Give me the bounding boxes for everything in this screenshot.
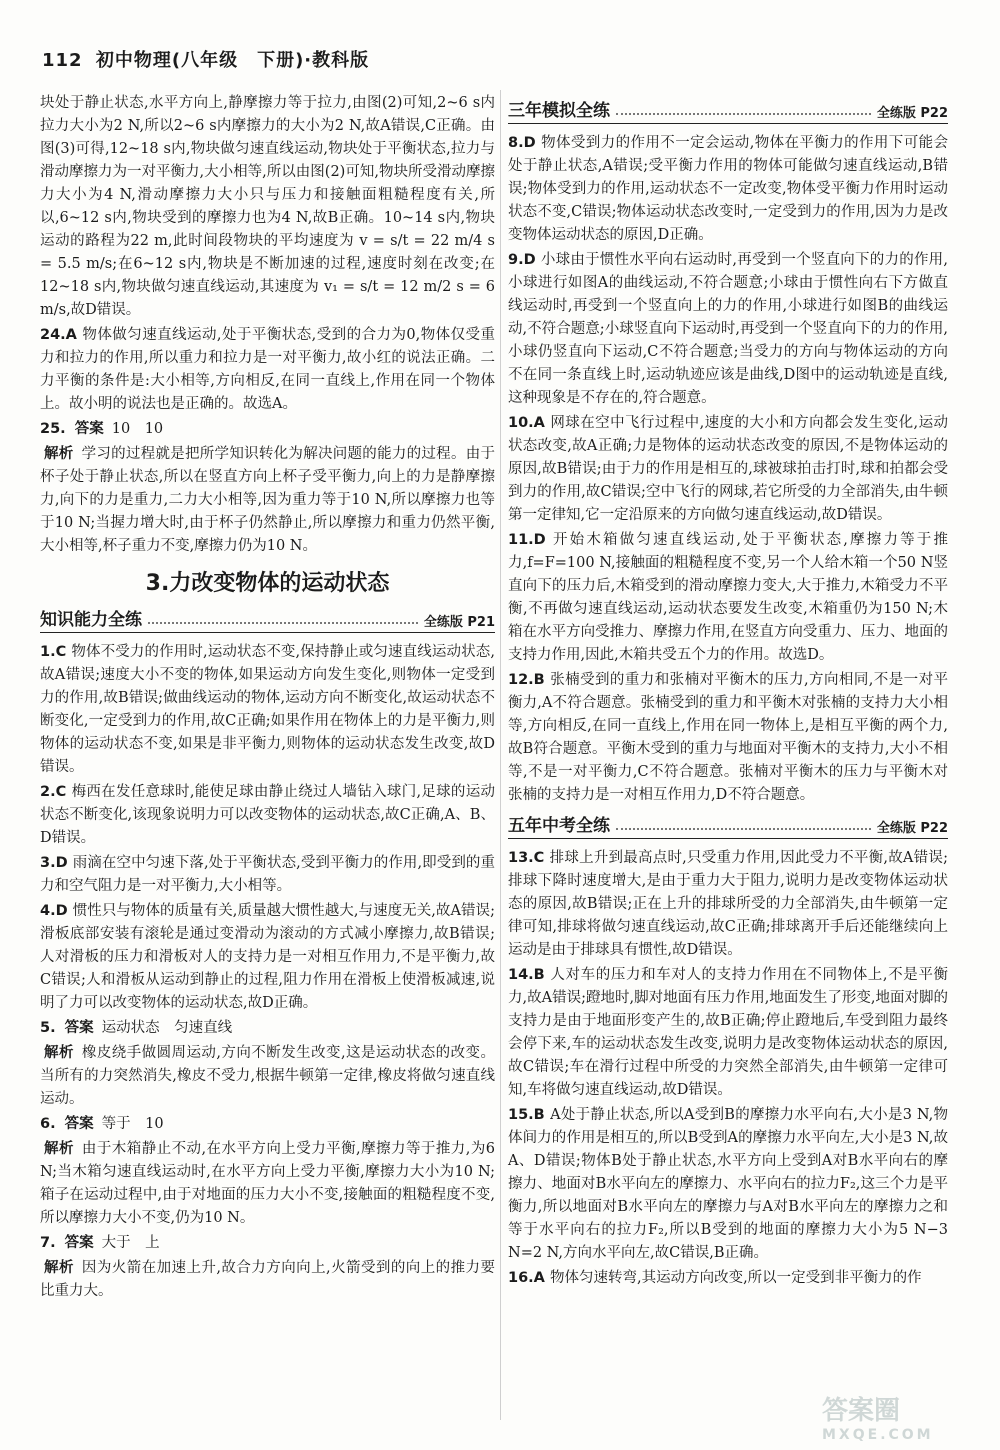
answer-tag: 答案 <box>64 1020 94 1036</box>
band-leader <box>616 113 871 115</box>
band-page: 全练版 P22 <box>876 821 948 836</box>
answer-paragraph <box>40 641 495 779</box>
answer-paragraph <box>40 1232 495 1255</box>
answer-paragraph <box>40 92 495 322</box>
question-number: 4.D <box>40 903 73 919</box>
question-number: 6. <box>40 1116 61 1132</box>
answer-tag: 解析 <box>44 1141 74 1157</box>
answer-text: A处于静止状态,所以A受到B的摩擦力水平向右,大小是3 N,物体间力的作用是相互的,所以B受到A的摩擦力水平向左,大小是3 N,故A、D错误;物体B处于静止状态,水平方向上受到A对B水平向右的摩擦力、地面对B水平向左的摩擦力、水平向右的拉力F₂,这三个力是平衡力,所以地面对B水平向左的摩擦力与A对B水平向左的摩擦力之和等于水平向右的拉力F₂,所以B受到的地面的摩擦力大小为5 N−3 N=2 N,方向水平向左,故C错误,B正确。 <box>508 1107 948 1261</box>
answer-text: 学习的过程就是把所学知识转化为解决问题的能力的过程。由于杯子处于静止状态,所以在竖直方向上杯子受平衡力,向上的力是静摩擦力,向下的力是重力,二力大小相等,因为重力等于10 N,所以摩擦力也等于10 N;当握力增大时,由于杯子仍然静止,所以摩擦力和重力仍然平衡,大小相等,杯子重力不变,摩擦力仍为10 N。 <box>40 446 496 554</box>
answer-text: 等于 10 <box>101 1116 164 1132</box>
question-number: 15.B <box>508 1107 551 1123</box>
answer-paragraph <box>508 964 948 1102</box>
answer-paragraph <box>40 418 495 441</box>
column-divider <box>500 90 501 1420</box>
band-leader <box>148 622 418 624</box>
answer-text: 物体做匀速直线运动,处于平衡状态,受到的合力为0,物体仅受重力和拉力的作用,所以重力和拉力是一对平衡力,故小红的说法正确。二力平衡的条件是:大小相等,方向相反,在同一直线上,作用在同一个物体上。故小明的说法也是正确的。故选A。 <box>40 327 495 412</box>
left-top-answers <box>40 92 495 558</box>
answer-text: 运动状态 匀速直线 <box>101 1020 233 1036</box>
answer-tag: 答案 <box>64 1235 94 1251</box>
answer-text: 10 10 <box>111 421 164 437</box>
band-title: 三年模拟全练 <box>508 101 610 121</box>
answer-text: 排球上升到最高点时,只受重力作用,因此受力不平衡,故A错误;排球下降时速度增大,是由于重力大于阻力,说明力是改变物体运动状态的原因,故B错误;正在上升的排球所受的力全部消失,由牛顿第一定律可知,排球将做匀速直线运动,故C正确;排球离开手后还能继续向上运动是由于排球具有惯性,故D错误。 <box>508 850 948 958</box>
page-number: 112 <box>42 50 83 71</box>
answer-paragraph <box>40 324 495 416</box>
question-number: 14.B <box>508 967 551 983</box>
answer-tag: 解析 <box>44 446 74 462</box>
answer-text: 橡皮绕手做圆周运动,方向不断发生改变,这是运动状态的改变。当所有的力突然消失,橡皮不受力,根据牛顿第一定律,橡皮将做匀速直线运动。 <box>40 1045 496 1107</box>
answer-paragraph <box>40 781 495 850</box>
right-column <box>508 92 948 1292</box>
answer-text: 大于 上 <box>101 1235 160 1251</box>
question-number: 9.D <box>508 252 541 268</box>
answer-text: 物体受到力的作用不一定会运动,物体在平衡力的作用下可能会处于静止状态,A错误;受平衡力作用的物体可能做匀速直线运动,B错误;物体受到力的作用,运动状态不一定改变,物体受平衡力作用时运动状态不变,C错误;物体运动状态改变时,一定受到力的作用,因为力是改变物体运动状态的原因,D正确。 <box>508 135 949 243</box>
answer-paragraph <box>40 852 495 898</box>
answer-paragraph <box>508 249 948 410</box>
band-three-year <box>508 96 948 124</box>
answer-paragraph <box>508 1267 948 1290</box>
answer-text: 块处于静止状态,水平方向上,静摩擦力等于拉力,由图(2)可知,2~6 s内拉力大小为2 N,所以2~6 s内摩擦力的大小为2 N,故A错误,C正确。由图(3)可得,12~18 s内,物块做匀速直线运动,物块处于平衡状态,拉力与滑动摩擦力为一对平衡力,大小相等,所以由图(2)可知,物块所受滑动摩擦力大小为4 N,滑动摩擦力大小只与压力和接触面粗糙程度有关,所以,6~12 s内,物块受到的摩擦力也为4 N,故B正确。10~14 s内,物块运动的路程为22 m,此时间段物块的平均速度为 v = s/t = 22 m/4 s = 5.5 m/s;在6~12 s内,物块是不断加速的过程,速度时刻在改变;在12~18 s内,物块做匀速直线运动,其速度为 v₁ = s/t = 12 m/2 s = 6 m/s,故D错误。 <box>40 95 495 318</box>
question-number: 12.B <box>508 672 551 688</box>
watermark-logo: 答案圈 MXQE.COM <box>822 1396 934 1443</box>
question-number: 2.C <box>40 784 72 800</box>
question-number: 3.D <box>40 855 73 871</box>
answer-paragraph <box>40 1138 495 1230</box>
band-leader <box>616 828 871 830</box>
answer-tag: 解析 <box>44 1260 74 1276</box>
answer-text: 梅西在发任意球时,能使足球由静止绕过人墙钻入球门,足球的运动状态不断变化,该现象说明力可以改变物体的运动状态,故C正确,A、B、D错误。 <box>40 784 495 846</box>
question-number: 16.A <box>508 1270 550 1286</box>
question-number: 11.D <box>508 532 553 548</box>
section-title: 3.力改变物体的运动状态 <box>145 571 390 596</box>
answer-tag: 答案 <box>74 421 104 437</box>
question-number: 1.C <box>40 644 72 660</box>
band-five-year <box>508 811 948 839</box>
answer-text: 惯性只与物体的质量有关,质量越大惯性越大,与速度无关,故A错误;滑板底部安装有滚轮是通过变滑动为滚动的方式减小摩擦力,故B错误;人对滑板的压力和滑板对人的支持力是一对相互作用力,不是平衡力,故C错误;人和滑板从运动到静止的过程,阻力作用在滑板上使滑板减速,说明了力可以改变物体的运动状态,故D正确。 <box>40 903 495 1011</box>
answer-tag: 解析 <box>44 1045 74 1061</box>
question-number: 7. <box>40 1235 61 1251</box>
question-number: 25. <box>40 421 71 437</box>
question-number: 10.A <box>508 415 551 431</box>
question-number: 5. <box>40 1020 61 1036</box>
answer-text: 网球在空中飞行过程中,速度的大小和方向都会发生变化,运动状态改变,故A正确;力是物体的运动状态改变的原因,不是物体运动的原因,故B错误;由于力的作用是相互的,球被球拍击打时,球和拍都会受到力的作用,故C错误;空中飞行的网球,若它所受的力全部消失,由牛顿第一定律知,它一定沿原来的方向做匀速直线运动,故D错误。 <box>508 415 948 523</box>
answer-tag: 答案 <box>64 1116 94 1132</box>
answer-paragraph <box>508 529 948 667</box>
answer-text: 人对车的压力和车对人的支持力作用在不同物体上,不是平衡力,故A错误;蹬地时,脚对地面有压力作用,地面发生了形变,地面对脚的支持力是由于地面形变产生的,故B正确;停止蹬地后,车受到阻力最终会停下来,车的运动状态发生改变,说明力是改变物体运动状态的原因,故C错误;车在滑行过程中所受的力突然全部消失,由牛顿第一定律可知,车将做匀速直线运动,故D错误。 <box>508 967 948 1098</box>
answer-text: 由于木箱静止不动,在水平方向上受力平衡,摩擦力等于推力,为6 N;当木箱匀速直线运动时,在水平方向上受力平衡,摩擦力大小为10 N;箱子在运动过程中,由于对地面的压力大小不变,接触面的粗糙程度不变,所以摩擦力大小不变,仍为10 N。 <box>40 1141 495 1226</box>
answer-paragraph <box>508 1104 948 1265</box>
answer-paragraph <box>40 1113 495 1136</box>
answer-text: 物体匀速转弯,其运动方向改变,所以一定受到非平衡力的作 <box>549 1270 922 1286</box>
answer-paragraph <box>40 443 495 558</box>
band-title: 五年中考全练 <box>508 816 610 836</box>
left-column <box>40 92 495 1305</box>
answer-paragraph <box>508 669 948 807</box>
band-knowledge <box>40 605 495 633</box>
answer-text: 因为火箭在加速上升,故合力方向向上,火箭受到的向上的推力要比重力大。 <box>40 1260 496 1299</box>
answer-text: 开始木箱做匀速直线运动,处于平衡状态,摩擦力等于推力,f=F=100 N,接触面的粗糙程度不变,另一个人给木箱一个50 N竖直向下的压力后,木箱受到的滑动摩擦力变大,大于推力,木箱受力不平衡,不再做匀速直线运动,运动状态要发生改变,木箱重仍为150 N;木箱在水平方向受推力、摩擦力作用,在竖直方向受重力、压力、地面的支持力作用,因此,木箱共受五个力的作用。故选D。 <box>508 532 948 663</box>
band-page: 全练版 P21 <box>423 615 495 630</box>
right-answers-2 <box>508 847 948 1290</box>
answer-paragraph <box>40 1042 495 1111</box>
book-title: 初中物理(八年级 下册)·教科版 <box>95 50 370 71</box>
answer-paragraph <box>508 847 948 962</box>
page-header <box>42 46 369 72</box>
question-number: 13.C <box>508 850 550 866</box>
band-title: 知识能力全练 <box>40 610 142 630</box>
answer-text: 雨滴在空中匀速下落,处于平衡状态,受到平衡力的作用,即受到的重力和空气阻力是一对平衡力,大小相等。 <box>40 855 495 894</box>
answer-paragraph <box>40 900 495 1015</box>
left-answers <box>40 641 495 1303</box>
answer-paragraph <box>508 132 948 247</box>
answer-text: 小球由于惯性水平向右运动时,再受到一个竖直向下的力的作用,小球进行如图A的曲线运动,不符合题意;小球由于惯性向右下方做直线运动时,再受到一个竖直向上的力的作用,小球进行如图B的曲线运动,不符合题意;小球竖直向下运动时,再受到一个竖直向下的力的作用,小球仍竖直向下运动,C不符合题意;当受力的方向与物体运动的方向不在同一条直线上时,运动轨迹应该是曲线,D图中的运动轨迹是直线,这种现象是不存在的,符合题意。 <box>508 252 949 406</box>
answer-paragraph <box>40 1017 495 1040</box>
answer-paragraph <box>508 412 948 527</box>
band-page: 全练版 P22 <box>876 106 948 121</box>
answer-text: 张楠受到的重力和张楠对平衡木的压力,方向相同,不是一对平衡力,A不符合题意。张楠受到的重力和平衡木对张楠的支持力大小相等,方向相反,在同一直线上,作用在同一物体上,是相互平衡的两个力,故B符合题意。平衡木受到的重力与地面对平衡木的支持力,大小不相等,不是一对平衡力,C不符合题意。张楠对平衡木的压力与平衡木对张楠的支持力是一对相互作用力,D不符合题意。 <box>508 672 948 803</box>
answer-paragraph <box>40 1257 495 1303</box>
question-number: 8.D <box>508 135 542 151</box>
answer-text: 物体不受力的作用时,运动状态不变,保持静止或匀速直线运动状态,故A错误;速度大小不变的物体,如果运动方向发生变化,则物体一定受到力的作用,故B错误;做曲线运动的物体,运动方向不断变化,故运动状态不断变化,一定受到力的作用,故C正确;如果作用在物体上的力是平衡力,则物体的运动状态不变,如果是非平衡力,则物体的运动状态发生改变,故D错误。 <box>40 644 495 775</box>
question-number: 24.A <box>40 327 83 343</box>
right-answers-1 <box>508 132 948 807</box>
